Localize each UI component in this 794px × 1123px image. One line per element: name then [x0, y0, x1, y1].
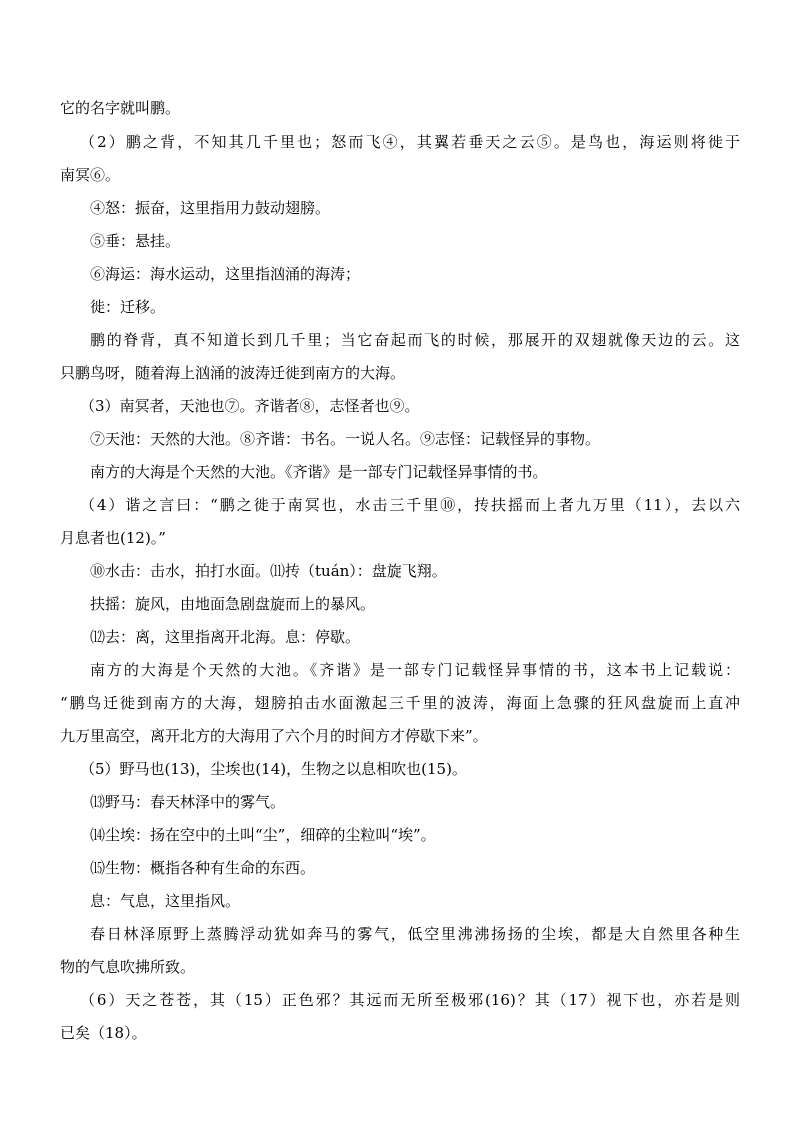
text-line-21: （5）野马也(13)，尘埃也(14)，生物之以息相吹也(15)。	[80, 760, 467, 778]
text-line-16: 扶摇：旋风，由地面急剧盘旋而上的暴风。	[90, 595, 376, 613]
text-line-20: 九万里高空，离开北方的大海用了六个月的时间方才停歇下来”。	[60, 727, 488, 745]
text-line-3: 南冥⑥。	[60, 166, 121, 184]
text-line-11: ⑦天池：天然的大池。⑧齐谐：书名。一说人名。⑨志怪：记载怪异的事物。	[90, 430, 601, 448]
text-line-4: ④怒：振奋，这里指用力鼓动翅膀。	[90, 199, 331, 217]
text-line-27: 物的气息吹拂所致。	[60, 958, 196, 976]
text-line-24: ⒂生物：概指各种有生命的东西。	[90, 859, 316, 877]
text-line-25: 息：气息，这里指风。	[90, 892, 241, 910]
text-line-17: ⑿去：离，这里指离开北海。息：停歇。	[90, 628, 361, 646]
text-line-1: 它的名字就叫鹏。	[60, 99, 181, 117]
text-line-18: 南方的大海是个天然的大池。《齐谐》是一部专门记载怪异事情的书，这本书上记载说：	[90, 661, 740, 679]
text-line-14: 月息者也(12)。”	[60, 529, 166, 547]
text-line-10: （3）南冥者，天池也⑦。齐谐者⑧，志怪者也⑨。	[80, 397, 420, 415]
text-line-29: 已矣（18）。	[60, 1024, 147, 1042]
text-line-13: （4）谐之言曰：“鹏之徙于南冥也，水击三千里⑩，抟扶摇而上者九万里（11），去以六	[80, 496, 740, 514]
text-line-8: 鹏的脊背，真不知道长到几千里；当它奋起而飞的时候，那展开的双翅就像天边的云。这	[90, 331, 740, 349]
text-line-2: （2）鹏之背，不知其几千里也；怒而飞④，其翼若垂天之云⑤。是鸟也，海运则将徙于	[80, 133, 740, 151]
text-line-23: ⒁尘埃：扬在空中的土叫“尘”，细碎的尘粒叫“埃”。	[90, 826, 436, 844]
text-line-28: （6）天之苍苍，其（15）正色邪？其远而无所至极邪(16)？其（17）视下也，亦若是则	[80, 991, 740, 1009]
text-line-6: ⑥海运：海水运动，这里指汹涌的海涛；	[90, 265, 361, 283]
text-line-9: 只鹏鸟呀，随着海上汹涌的波涛迁徙到南方的大海。	[60, 364, 406, 382]
text-line-19: “鹏鸟迁徙到南方的大海，翅膀拍击水面激起三千里的波涛，海面上急骤的狂风盘旋而上直冲	[60, 694, 740, 712]
text-line-7: 徙：迁移。	[90, 298, 166, 316]
text-line-22: ⒀野马：春天林泽中的雾气。	[90, 793, 286, 811]
text-line-26: 春日林泽原野上蒸腾浮动犹如奔马的雾气，低空里沸沸扬扬的尘埃，都是大自然里各种生	[90, 925, 740, 943]
text-line-12: 南方的大海是个天然的大池。《齐谐》是一部专门记载怪异事情的书。	[90, 463, 548, 481]
text-line-5: ⑤垂：悬挂。	[90, 232, 181, 250]
text-line-15: ⑩水击：击水，拍打水面。⑾抟（tuán）：盘旋飞翔。	[90, 562, 447, 580]
